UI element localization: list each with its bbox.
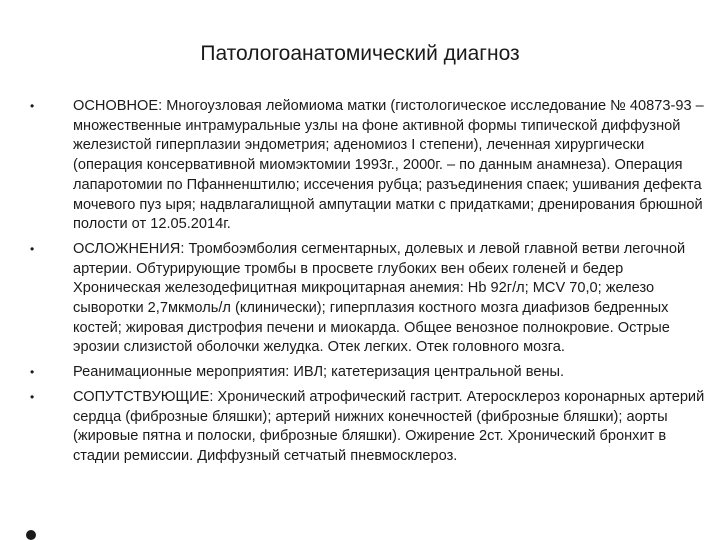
bullet-text-resuscitation: Реанимационные мероприятия: ИВЛ; катетеризация центральной вены.: [73, 364, 565, 381]
bullet-dot-icon: •: [30, 365, 35, 380]
bullet-text-concomitant: СОПУТСТВУЮЩИЕ: Хронический атрофический гастрит. Атеросклероз коронарных артерий сердца (фиброзные бляшки); артерий нижних конечностей (фиброзные бляшки); аорты (жировые пятна и полоски, фиброзные бляшки). Ожирение 2ст. Хронический бронхит в стадии ремиссии. Диффузный сетчатый пневмосклероз.: [73, 388, 705, 464]
slide-title: Патологоанатомический диагноз: [200, 42, 520, 65]
bullet-item-main: [30, 97, 706, 235]
bullet-item-concomitant: [30, 388, 706, 467]
bullet-text-main: ОСНОВНОЕ: Многоузловая лейомиома матки (гистологическое исследование № 40873-93 – множественные интрамуральные узлы на фоне активной формы типической диффузной железистой гиперплазии эндометрия; аденомиоз I степени), леченная хирургически (операция консервативной миомэктомии 1993г., 2000г. – по данным анамнеза). Операция лапаротомии по Пфанненштилю; иссечения рубца; разъединения спаек; ушивания дефекта мочевого пуз ыря; надвлагалищной ампутации матки с придатками; дренирования брюшной полости от 12.05.2014г.: [73, 98, 704, 233]
diagnosis-bullet-list: [30, 97, 706, 472]
bullet-dot-icon: •: [30, 389, 35, 404]
bullet-dot-icon: •: [30, 241, 35, 256]
next-bullet-dot-icon: [26, 530, 36, 540]
bullet-dot-icon: •: [30, 99, 35, 113]
bullet-item-resuscitation: [30, 363, 706, 383]
bullet-item-complications: [30, 240, 706, 358]
bullet-text-complications: ОСЛОЖНЕНИЯ: Тромбоэмболия сегментарных, долевых и левой главной ветви легочной артерии. Обтурирующие тромбы в просвете глубоких вен обеих голеней и бедер Хроническая железодефицитная микроцитарная анемия: Hb 92г/л; MCV 70,0; железо сыворотки 2,7мкмоль/л (клинически); гиперплазия костного мозга диафизов бедренных костей; жировая дистрофия печени и миокарда. Общее венозное полнокровие. Острые эрозии слизистой оболочки желудка. Отек легких. Отек головного мозга.: [73, 240, 686, 356]
